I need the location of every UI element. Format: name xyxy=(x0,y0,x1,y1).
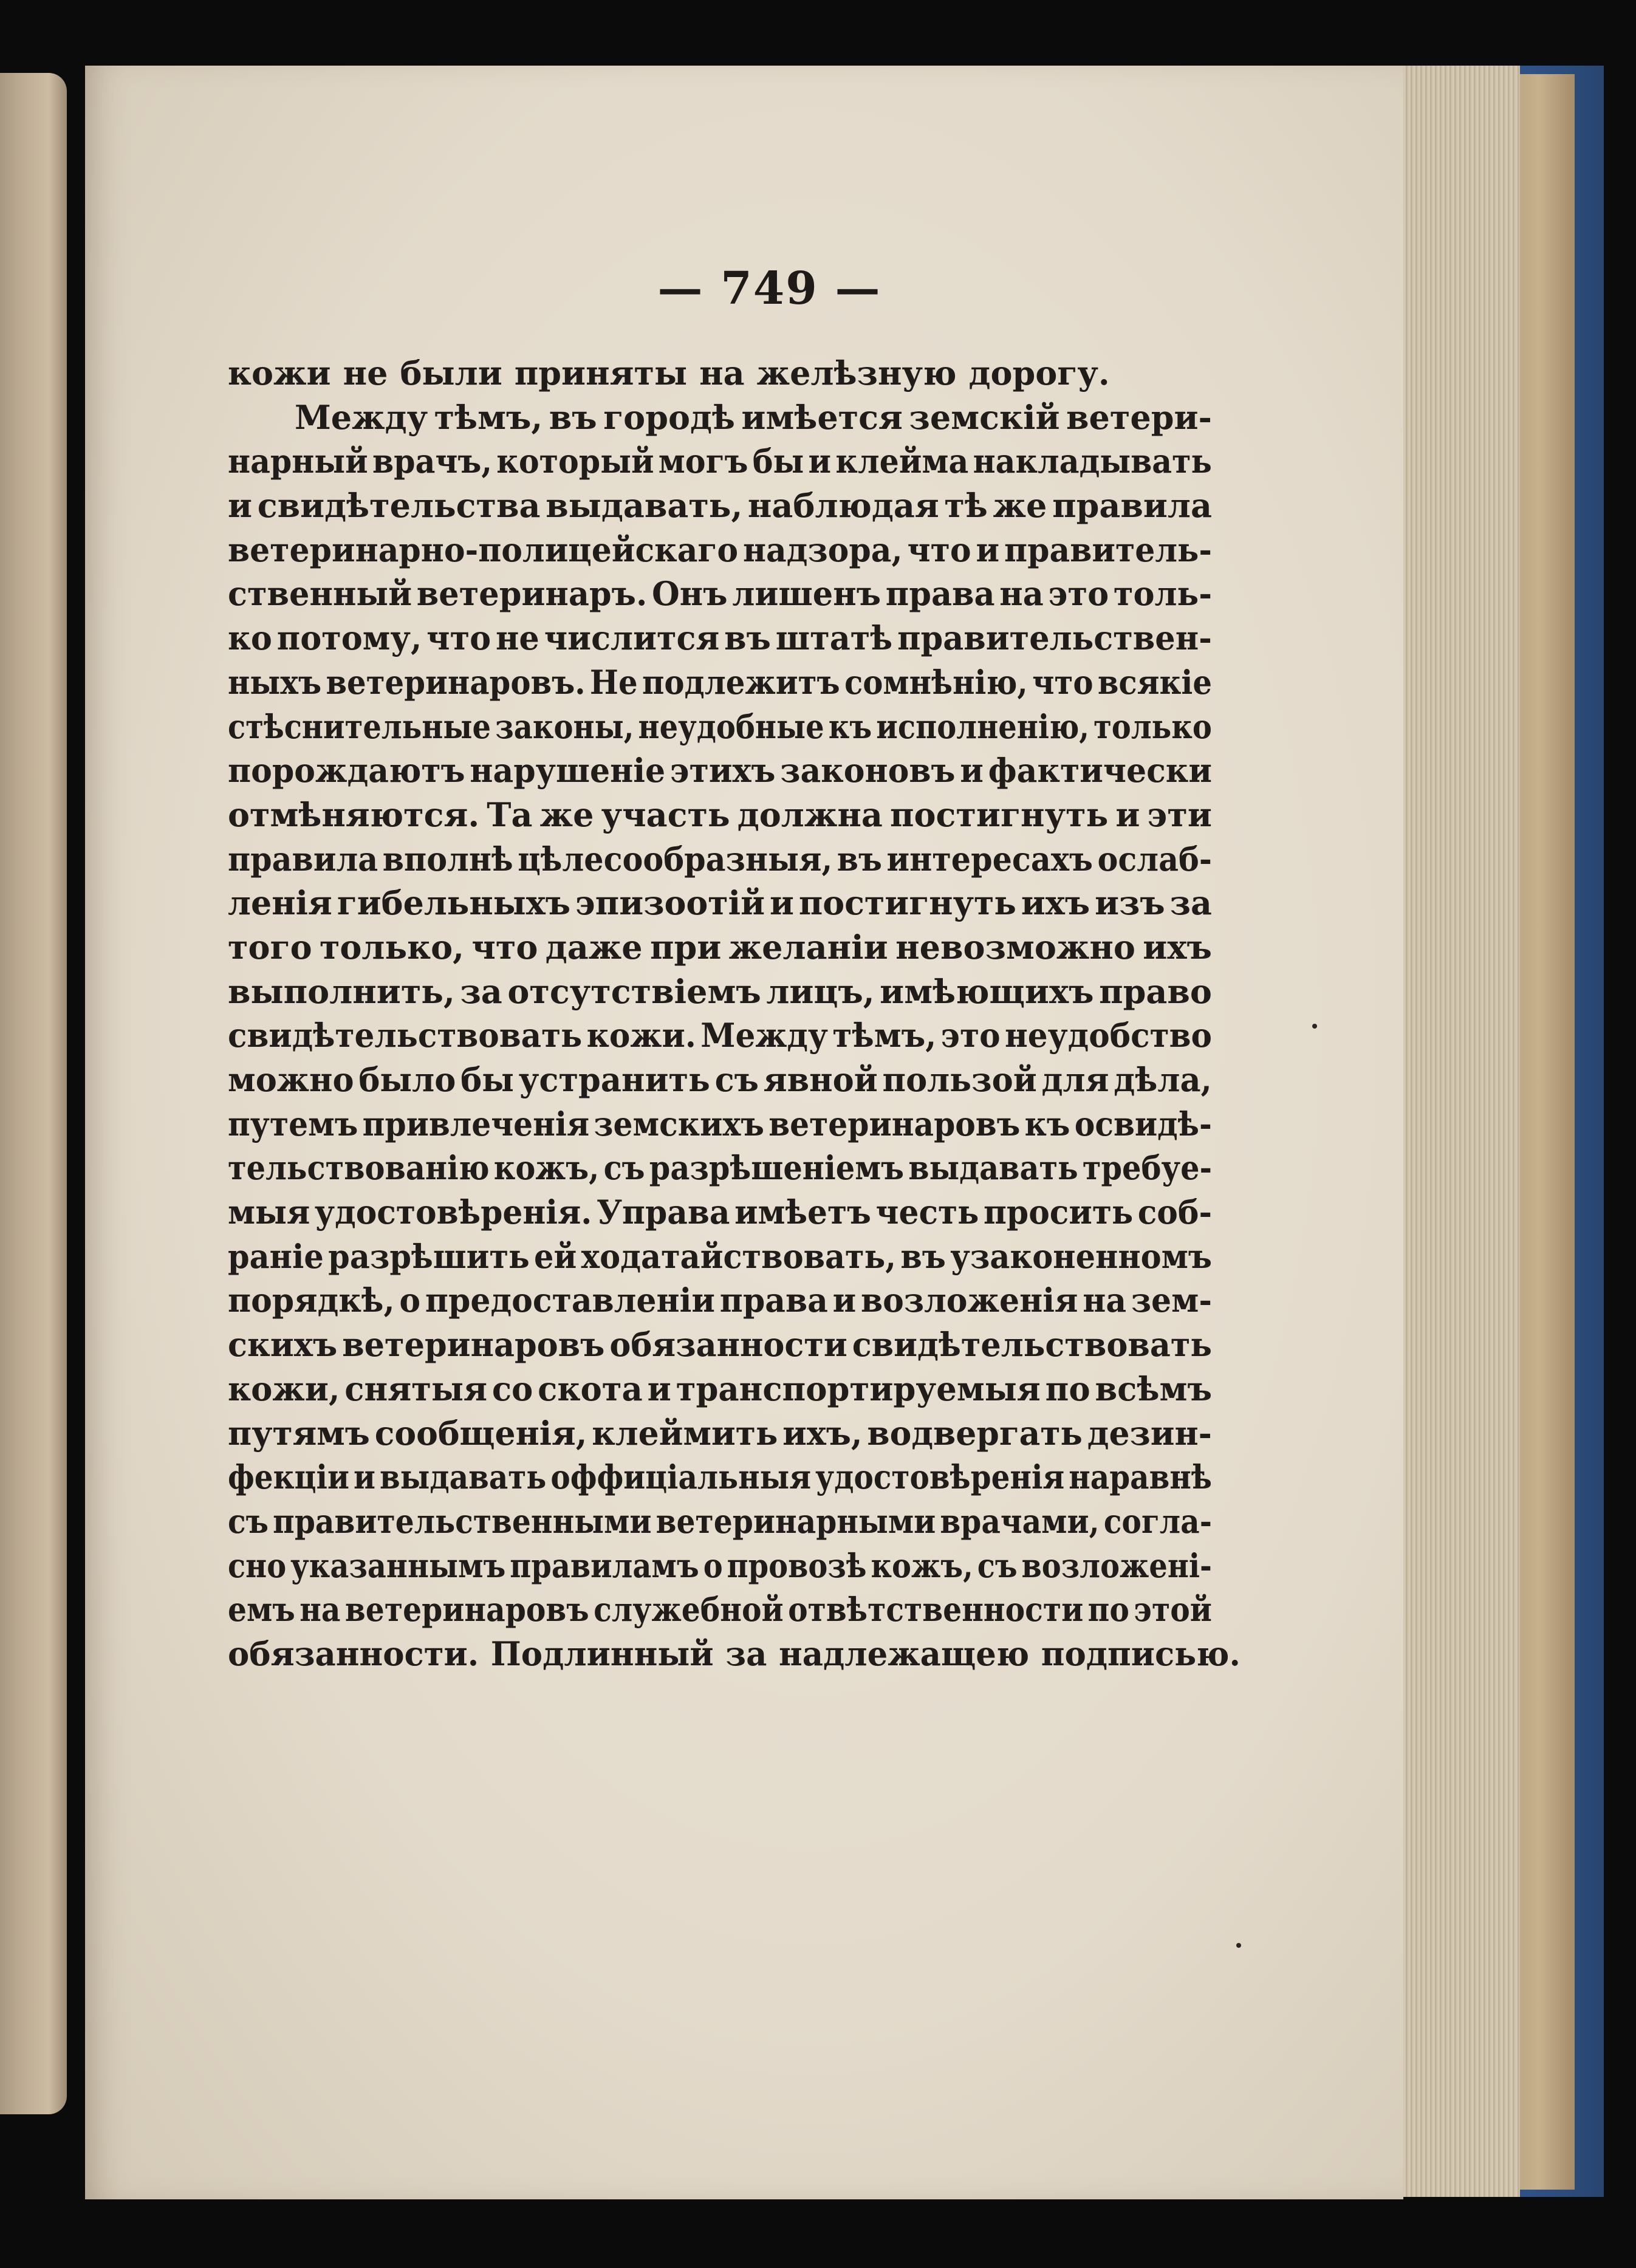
text-line: ственный ветеринаръ. Онъ лишенъ права на это толь- xyxy=(228,574,1213,614)
ink-speck xyxy=(1312,1024,1317,1029)
text-line: ко потому, что не числится въ штатѣ правительствен- xyxy=(228,618,1212,658)
text-line: Между тѣмъ, въ городѣ имѣется земскій ветери- xyxy=(295,397,1212,437)
text-line: и свидѣтельства выдавать, наблюдая тѣ же правила xyxy=(228,486,1212,526)
left-facing-page-edge xyxy=(0,73,67,2114)
text-line: мыя удостовѣренія. Управа имѣетъ честь просить соб- xyxy=(228,1193,1213,1232)
text-line: ныхъ ветеринаровъ. Не подлежитъ сомнѣнію, что всякіе xyxy=(228,662,1212,702)
text-line: кожи, снятыя со скота и транспортируемыя по всѣмъ xyxy=(228,1369,1213,1408)
text-line: порождаютъ нарушеніе этихъ законовъ и фактически xyxy=(228,751,1213,790)
body-text xyxy=(228,351,1241,1676)
text-line: скихъ ветеринаровъ обязанности свидѣтельствовать xyxy=(228,1325,1212,1365)
text-line: ветеринарно-полицейскаго надзора, что и правитель- xyxy=(228,530,1212,569)
text-line: съ правительственными ветеринарными врачами, согла- xyxy=(228,1501,1212,1541)
text-line: тельствованію кожъ, съ разрѣшеніемъ выдавать требуе- xyxy=(228,1148,1213,1188)
text-line: правила вполнѣ цѣлесообразныя, въ интересахъ ослаб- xyxy=(228,839,1212,879)
text-line: путямъ сообщенія, клеймить ихъ, водвергать дезин- xyxy=(228,1413,1212,1453)
text-line: фекціи и выдавать оффиціальныя удостовѣренія наравнѣ xyxy=(228,1458,1212,1497)
text-line: свидѣтельствовать кожи. Между тѣмъ, это неудобство xyxy=(228,1016,1212,1055)
text-line: емъ на ветеринаровъ служебной отвѣтственности по этой xyxy=(228,1590,1212,1629)
text-line: кожи не были приняты на желѣзную дорогу. xyxy=(228,354,1110,392)
text-line: можно было бы устранить съ явной пользой для дѣла, xyxy=(228,1060,1212,1099)
text-line: выполнить, за отсутствіемъ лицъ, имѣющихъ право xyxy=(228,971,1212,1011)
text-line: нарный врачъ, который могъ бы и клейма накладывать xyxy=(228,442,1212,481)
text-line: отмѣняются. Та же участь должна постигнуть и эти xyxy=(228,795,1212,834)
text-line: сно указаннымъ правиламъ о провозѣ кожъ, съ возложені- xyxy=(228,1546,1212,1585)
page-number: — 749 — xyxy=(657,262,881,315)
text-line: обязанности. Подлинный за надлежащею подписью. xyxy=(228,1634,1241,1673)
text-line: порядкѣ, о предоставленіи права и возложенія на зем- xyxy=(228,1281,1212,1320)
text-line: стѣснительные законы, неудобные къ исполненію, только xyxy=(228,707,1212,746)
text-line: путемъ привлеченія земскихъ ветеринаровъ къ освидѣ- xyxy=(228,1104,1212,1143)
ink-speck xyxy=(1236,1943,1241,1948)
page-stack-edges xyxy=(1397,66,1520,2197)
text-line: раніе разрѣшить ей ходатайствовать, въ узаконенномъ xyxy=(228,1236,1213,1276)
text-line: того только, что даже при желаніи невозможно ихъ xyxy=(228,927,1212,967)
text-line: ленія гибельныхъ эпизоотій и постигнуть ихъ изъ за xyxy=(228,883,1212,923)
